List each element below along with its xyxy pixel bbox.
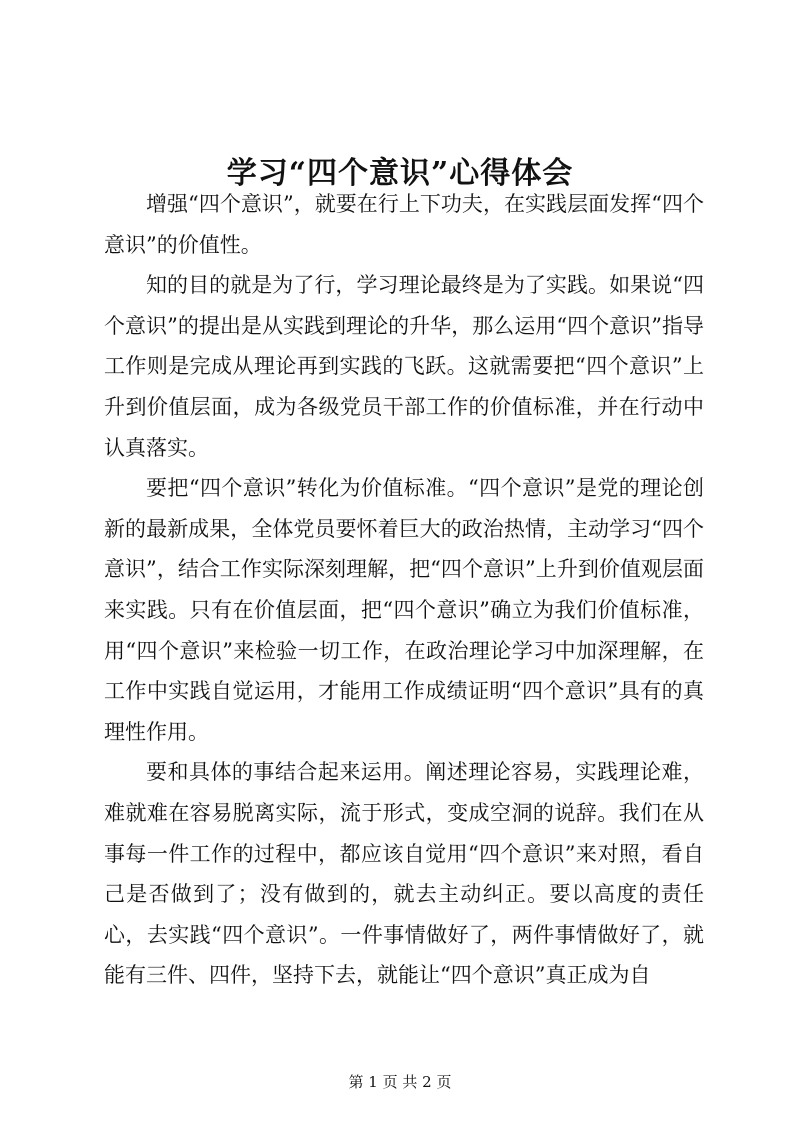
- paragraph-2: 知的目的就是为了行，学习理论最终是为了实践。如果说“四个意识”的提出是从实践到理论的升华，那么运用“四个意识”指导工作则是完成从理论再到实践的飞跃。这就需要把“四个意识”上升到价值层面，成为各级党员干部工作的价值标准，并在行动中认真落实。: [104, 273, 704, 460]
- page-footer: 第 1 页 共 2 页: [348, 1073, 452, 1091]
- paragraph-3: 要把“四个意识”转化为价值标准。“四个意识”是党的理论创新的最新成果，全体党员要怀着巨大的政治热情，主动学习“四个意识”，结合工作实际深刻理解，把“四个意识”上升到价值观层面来实践。只有在价值层面，把“四个意识”确立为我们价值标准，用“四个意识”来检验一切工作，在政治理论学习中加深理解，在工作中实践自觉运用，才能用工作成绩证明“四个意识”具有的真理性作用。: [104, 476, 704, 744]
- paragraph-4: 要和具体的事结合起来运用。阐述理论容易，实践理论难，难就难在容易脱离实际，流于形式，变成空洞的说辞。我们在从事每一件工作的过程中，都应该自觉用“四个意识”来对照，看自己是否做到了；没有做到的，就去主动纠正。要以高度的责任心，去实践“四个意识”。一件事情做好了，两件事情做好了，就能有三件、四件，坚持下去，就能让“四个意识”真正成为自: [104, 760, 704, 988]
- paragraph-1: 增强“四个意识”，就要在行上下功夫，在实践层面发挥“四个意识”的价值性。: [104, 192, 704, 257]
- document-title: 学习“四个意识”心得体会: [226, 156, 574, 192]
- document-body: [104, 184, 704, 996]
